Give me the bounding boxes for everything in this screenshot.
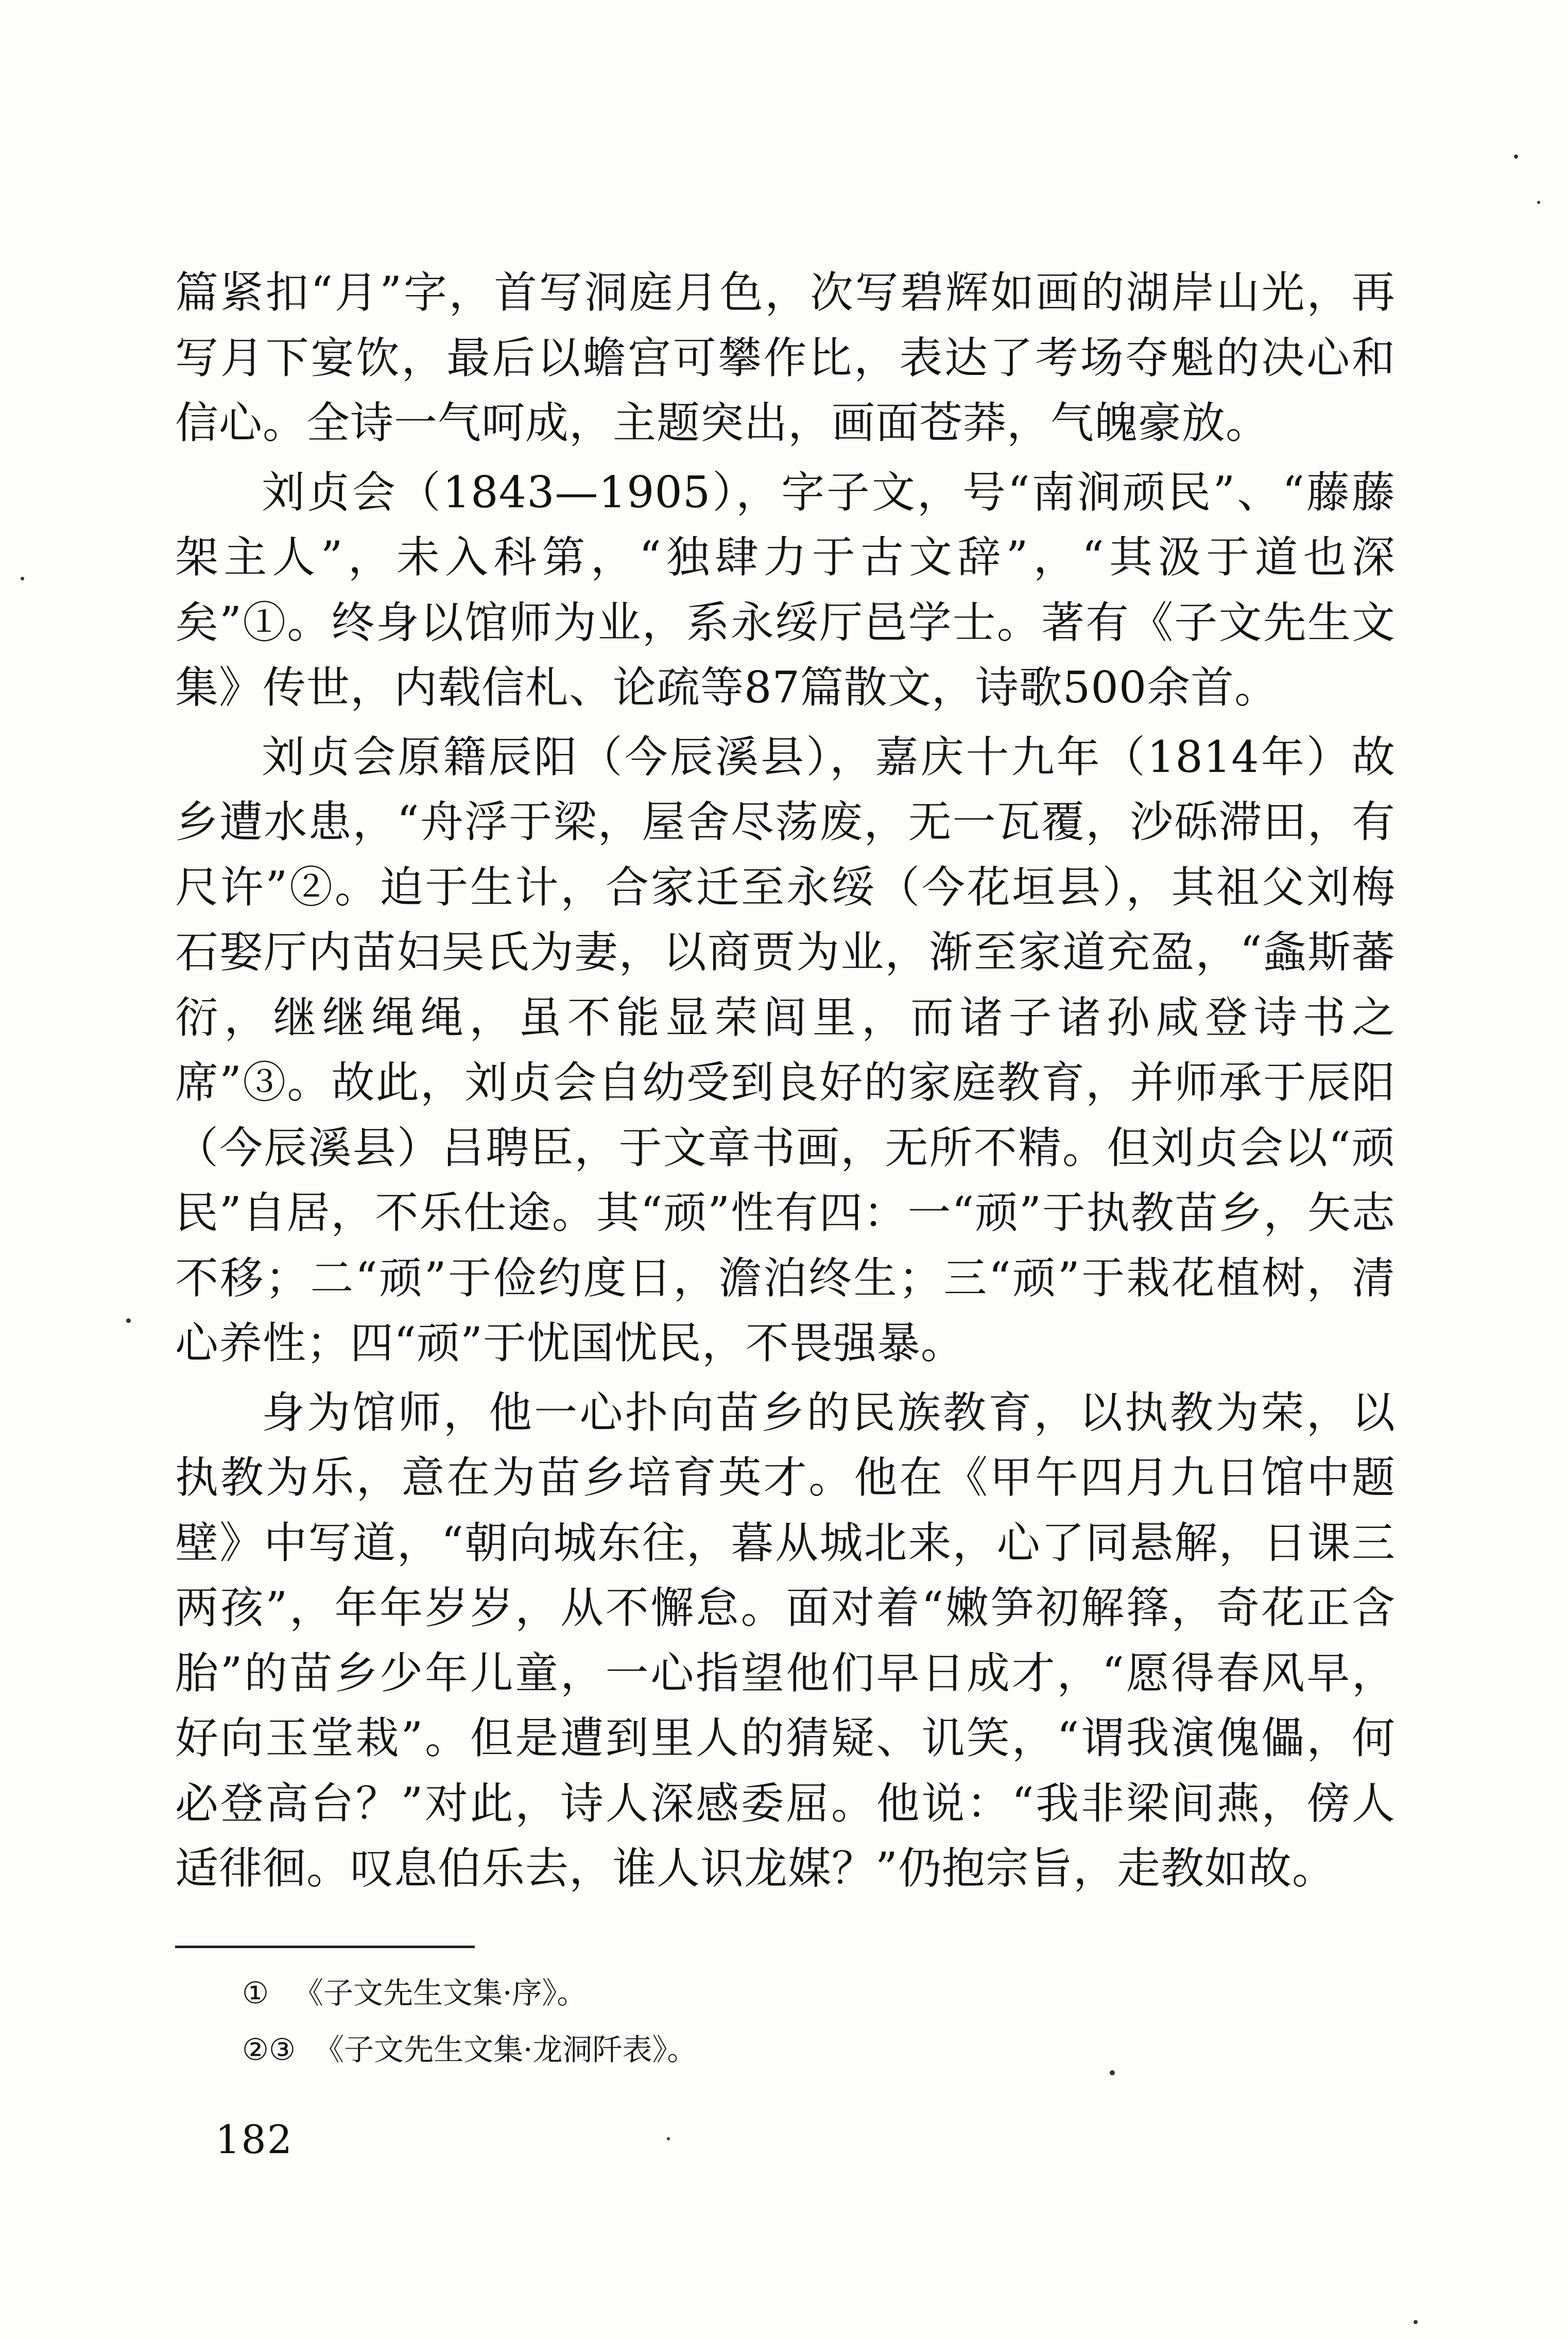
scan-speck — [1537, 201, 1540, 204]
scan-speck — [126, 1318, 131, 1323]
footnote-item — [242, 1965, 1375, 2021]
paragraph-teaching: 身为馆师，他一心扑向苗乡的民族教育，以执教为荣，以执教为乐，意在为苗乡培育英才。他在《甲午四月九日馆中题壁》中写道，“朝向城东往，暮从城北来，心了同悬解，日课三两孩”，年年岁岁，从不懈怠。面对着“嫩笋初解箨，奇花正含胎”的苗乡少年儿童，一心指望他们早日成才，“愿得春风早，好向玉堂栽”。但是遭到里人的猜疑、讥笑，“谓我演傀儡，何必登高台？”对此，诗人深感委屈。他说：“我非梁间燕，傍人适徘徊。叹息伯乐去，谁人识龙媒？”仍抱宗旨，走教如故。 — [175, 1387, 1395, 1894]
footnote-text: 《子文先生文集·序》。 — [294, 1975, 587, 2010]
paragraph-continued: 篇紧扣“月”字，首写洞庭月色，次写碧辉如画的湖岸山光，再写月下宴饮，最后以蟾宫可攀作比，表达了考场夺魁的决心和信心。全诗一气呵成，主题突出，画面苍莽，气魄豪放。 — [175, 267, 1395, 448]
paragraph-family-origin: 刘贞会原籍辰阳（今辰溪县），嘉庆十九年（1814年）故乡遭水患，“舟浮于梁，屋舍尽荡废，无一瓦覆，沙砾滞田，有尺许”②。迫于生计，合家迁至永绥（今花垣县），其祖父刘梅石娶厅内苗妇吴氏为妻，以商贾为业，渐至家道充盈，“螽斯蕃衍，继继绳绳，虽不能显荣闾里，而诸子诸孙咸登诗书之席”③。故此，刘贞会自幼受到良好的家庭教育，并师承于辰阳（今辰溪县）吕聘臣，于文章书画，无所不精。但刘贞会以“顽民”自居，不乐仕途。其“顽”性有四：一“顽”于执教苗乡，矢志不移；二“顽”于俭约度日，澹泊终生；三“顽”于栽花植树，清心养性；四“顽”于忧国忧民，不畏强暴。 — [175, 731, 1395, 1368]
footnote-mark: ① — [242, 1975, 269, 2010]
body-text — [175, 260, 1395, 1901]
paragraph-liu-zhenhui-intro: 刘贞会（1843—1905），字子文，号“南涧顽民”、“藤藤架主人”，未入科第，“独肆力于古文辞”，“其汲于道也深矣”①。终身以馆师为业，系永绥厅邑学士。著有《子文先生文集》传世，内载信札、论疏等87篇散文，诗歌500余首。 — [175, 467, 1395, 713]
footnote-item — [242, 2021, 1375, 2078]
scan-speck — [1414, 2320, 1418, 2324]
footnotes — [242, 1965, 1375, 2078]
scan-speck — [21, 577, 24, 580]
footnote-text: 《子文先生文集·龙洞阡表》。 — [314, 2032, 697, 2067]
footnote-mark: ②③ — [242, 2032, 296, 2067]
page-number: 182 — [215, 2117, 294, 2162]
footnote-divider — [175, 1946, 475, 1948]
scan-speck — [1110, 2070, 1115, 2075]
scan-speck — [1514, 154, 1518, 159]
scan-speck — [667, 2137, 670, 2140]
